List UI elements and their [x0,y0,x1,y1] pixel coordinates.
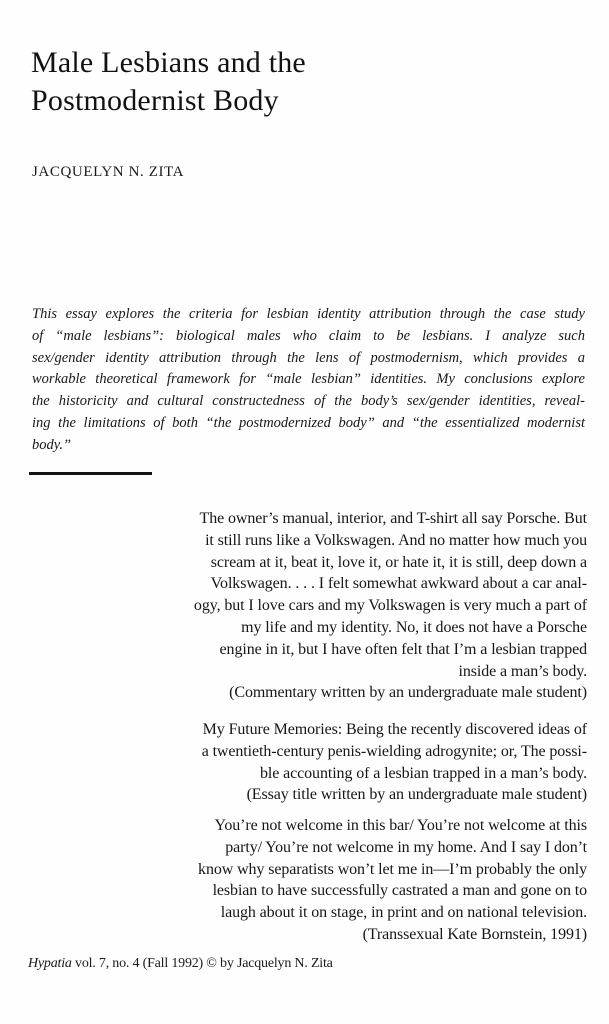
footer-citation [28,954,333,974]
text-line: sex/gender identity attribution through the lens of postmodernism, which provides a [32,349,585,366]
quote-attribution: (Essay title written by an undergraduate male student) [246,786,587,804]
text-line: ble accounting of a lesbian trapped in a man’s body. [260,764,587,782]
quote-attribution: (Commentary written by an undergraduate male student) [229,684,587,702]
block-quote-future-memories [95,719,587,806]
author-name: JACQUELYN N. ZITA [32,164,185,180]
text-line: laugh about it on stage, in print and on national television. [220,904,587,922]
text-line: know why separatists won’t let me in—I’m probably the only [198,860,587,878]
text-line: it still runs like a Volkswagen. And no matter how much you [205,531,587,549]
text-line: Volkswagen. . . . I felt somewhat awkward about a car anal- [210,575,587,593]
text-line: ogy, but I love cars and my Volkswagen is very much a part of [193,597,587,615]
quote-text [95,508,587,682]
text-line: my life and my identity. No, it does not have a Porsche [241,618,587,636]
abstract [32,304,585,457]
quote-text [95,719,587,784]
text-line: The owner’s manual, interior, and T-shirt all say Porsche. But [199,510,587,527]
text-line: a twentieth-century penis-wielding adrogynite; or, The possi- [201,742,587,760]
page-title [31,44,306,120]
text-line: Male Lesbians and the [31,46,306,79]
text-line: Postmodernist Body [31,84,279,117]
text-line: the historicity and cultural constructedness of the body’s sex/gender identities, reveal- [32,393,585,410]
text-line: workable theoretical framework for “male lesbian” identities. My conclusions explore [32,371,585,388]
abstract-divider-rule [29,472,152,475]
block-quote-bornstein [95,815,587,946]
journal-name: Hypatia [28,956,72,971]
text-line: party/ You’re not welcome in my home. And I say I don’t [225,838,587,856]
text-line: lesbian to have successfully castrated a man and gone on to [212,882,587,900]
text-line: You’re not welcome in this bar/ You’re not welcome at this [214,817,587,834]
quote-text [95,815,587,924]
text-line: ing the limitations of both “the postmodernized body” and “the essentialized modernist [32,414,585,431]
quote-attribution: (Transsexual Kate Bornstein, 1991) [362,925,587,943]
text-line: of “male lesbians”: biological males who claim to be lesbians. I analyze such [32,327,585,344]
text-line: inside a man’s body. [458,662,587,680]
text-line: This essay explores the criteria for lesbian identity attribution through the case study [32,306,585,322]
citation-text: vol. 7, no. 4 (Fall 1992) © by Jacquelyn N. Zita [71,956,333,971]
text-line: body.” [32,436,72,453]
text-line: engine in it, but I have often felt that I’m a lesbian trapped [219,640,587,658]
text-line: My Future Memories: Being the recently discovered ideas of [202,721,587,738]
text-line: scream at it, beat it, love it, or hate it, it is still, deep down a [210,553,587,571]
block-quote-porsche [95,508,587,704]
